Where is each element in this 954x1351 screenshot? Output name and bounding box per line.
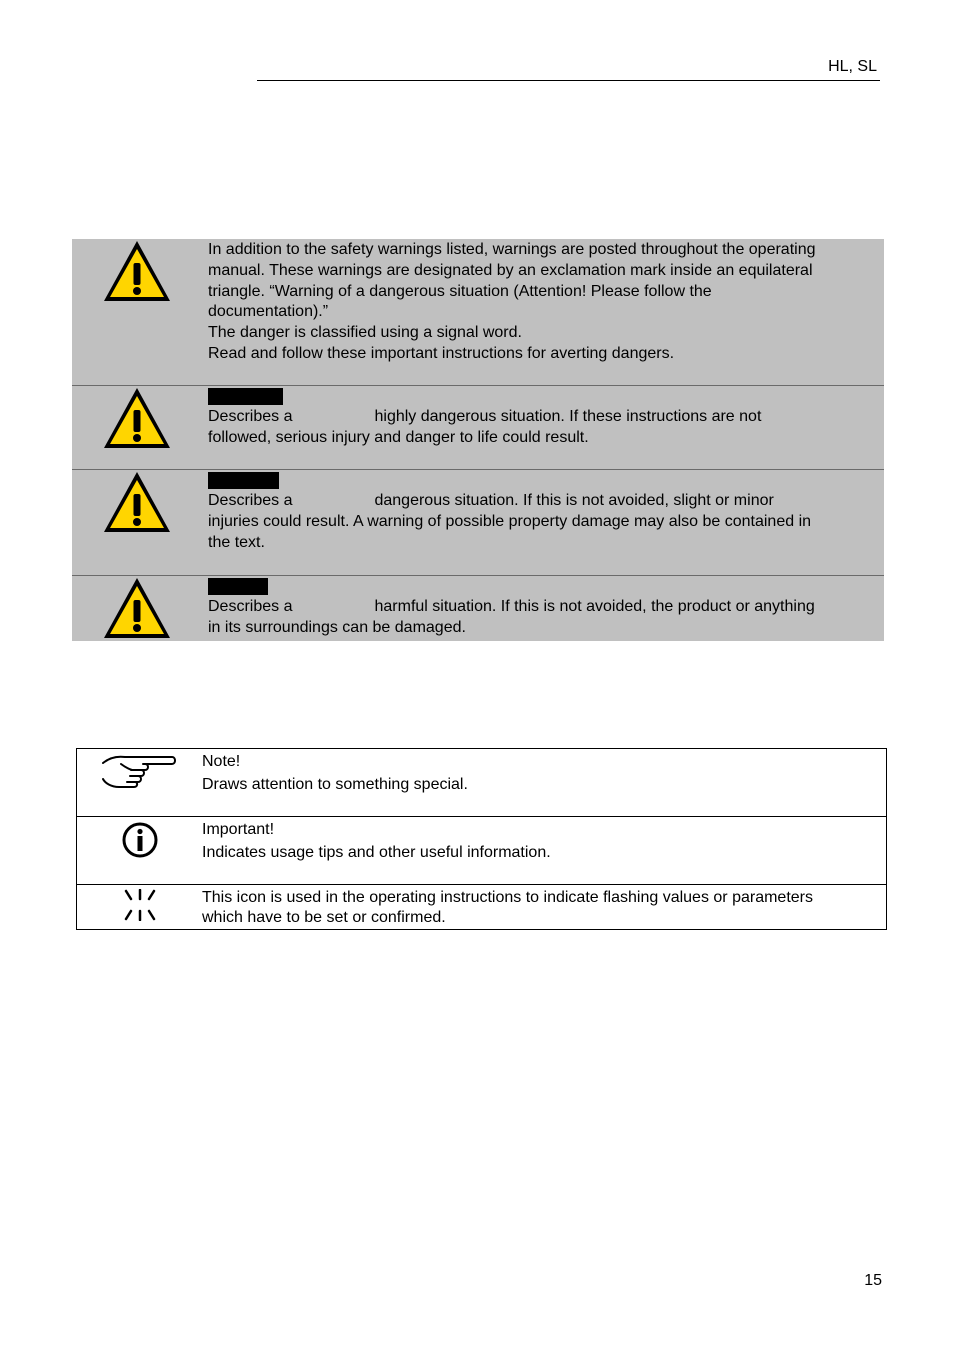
info-important-title: Important! bbox=[202, 821, 275, 838]
warning-danger-line: followed, serious injury and danger to life could result. bbox=[208, 428, 589, 446]
warning-general-line: triangle. “Warning of a dangerous situation (Attention! Please follow the bbox=[208, 282, 712, 300]
info-note-title: Note! bbox=[202, 753, 241, 770]
header-title: HL, SL bbox=[828, 58, 877, 75]
info-row-flashing bbox=[77, 885, 886, 929]
warning-danger-text bbox=[208, 388, 880, 449]
warning-general-line: manual. These warnings are designated by an exclamation mark inside an equilateral bbox=[208, 261, 813, 279]
pointing-hand-icon bbox=[101, 753, 177, 789]
info-note-desc: Draws attention to something special. bbox=[202, 776, 468, 793]
info-note-text bbox=[202, 752, 878, 795]
flashing-indicator-icon bbox=[123, 889, 157, 921]
info-circle-icon bbox=[121, 821, 159, 859]
warning-row-warning bbox=[72, 470, 884, 576]
warning-caution-line: in its surroundings can be damaged. bbox=[208, 618, 466, 636]
info-row-important bbox=[77, 817, 886, 885]
signal-word-redacted bbox=[208, 388, 283, 405]
warning-caution-line: harmful situation. If this is not avoided, the product or anything bbox=[374, 598, 815, 615]
warning-row-danger bbox=[72, 386, 884, 470]
header-divider bbox=[257, 80, 880, 81]
warning-general-line: Read and follow these important instructions for averting dangers. bbox=[208, 344, 675, 362]
warning-row-general bbox=[72, 239, 884, 386]
warning-triangle-icon bbox=[102, 470, 172, 534]
info-table bbox=[76, 748, 887, 930]
warning-general-line: The danger is classified using a signal word. bbox=[208, 324, 522, 342]
signal-word-redacted bbox=[208, 472, 279, 489]
warning-triangle-icon bbox=[102, 239, 172, 303]
warning-warning-text bbox=[208, 472, 880, 553]
warning-general-line: In addition to the safety warnings listed, warnings are posted throughout the operating bbox=[208, 241, 816, 258]
warning-describes: Describes a bbox=[208, 598, 293, 615]
warning-triangle-icon bbox=[102, 576, 172, 640]
page-number: 15 bbox=[864, 1272, 882, 1289]
info-row-note bbox=[77, 749, 886, 817]
warning-danger-line: highly dangerous situation. If these instructions are not bbox=[374, 408, 762, 425]
warning-describes: Describes a bbox=[208, 408, 293, 425]
info-flashing-text bbox=[202, 888, 878, 928]
warning-warning-line: injuries could result. A warning of possible property damage may also be contained in bbox=[208, 512, 812, 530]
warning-triangle-icon bbox=[102, 386, 172, 450]
warning-general-text bbox=[208, 240, 880, 365]
signal-word-redacted bbox=[208, 578, 268, 595]
info-flashing-line: which have to be set or confirmed. bbox=[202, 909, 446, 926]
warnings-table bbox=[72, 239, 884, 641]
info-important-desc: Indicates usage tips and other useful information. bbox=[202, 844, 551, 861]
warning-describes: Describes a bbox=[208, 492, 293, 509]
warning-warning-line: dangerous situation. If this is not avoided, slight or minor bbox=[374, 492, 774, 509]
info-important-text bbox=[202, 820, 878, 863]
warning-row-caution bbox=[72, 576, 884, 641]
info-flashing-line: This icon is used in the operating instructions to indicate flashing values or parameters bbox=[202, 889, 813, 906]
warning-caution-text bbox=[208, 578, 880, 639]
warning-warning-line: the text. bbox=[208, 533, 265, 551]
warning-general-line: documentation).” bbox=[208, 303, 329, 321]
